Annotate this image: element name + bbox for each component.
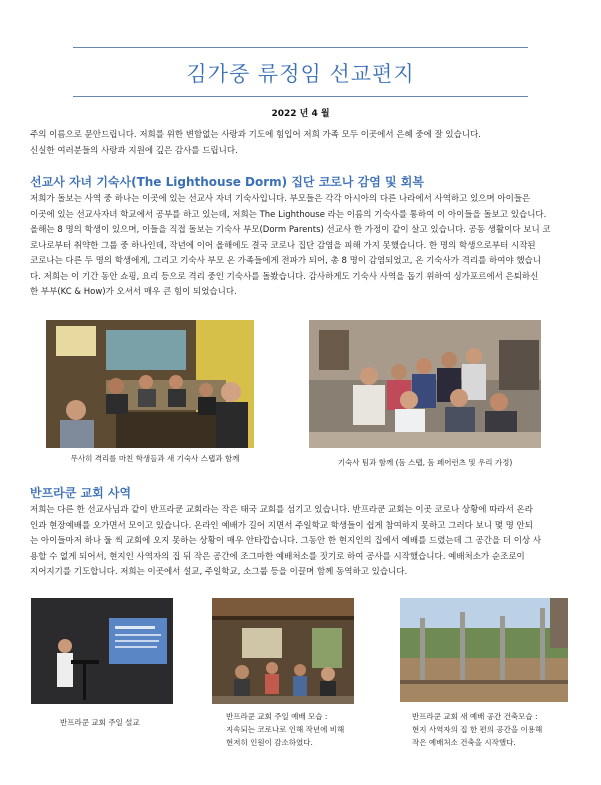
paragraph-line: 코로나는 다른 두 명의 학생에게, 그리고 기숙사 부모 온 가족들에게 전파가 되어, 총 8 명이 감염되었고, 온 기숙사가 격리를 하여야 했습니 xyxy=(30,256,541,266)
dorm-paragraph xyxy=(30,192,573,301)
page-title: 김가중 류정임 선교편지 xyxy=(186,62,415,86)
photo-caption: 반프라쿤 교회 주일 설교 xyxy=(60,718,140,727)
intro-line: 신실한 여러분들의 사랑과 지원에 깊은 감사를 드립니다. xyxy=(30,145,238,156)
photo-caption: 기숙사 팀과 함께 (돔 스탭, 돔 페어런츠 및 우리 가정) xyxy=(337,458,513,467)
construction-scene xyxy=(400,598,568,702)
photo-dorm-dinner xyxy=(46,320,254,448)
paragraph-line: 로나로부터 취약한 그룹 중 하나인데, 작년에 이어 올해에도 결국 코로나 집단 감염을 피해 가지 못했습니다. 한 명의 학생으로부터 시작된 xyxy=(30,240,536,251)
intro-paragraph xyxy=(30,128,573,159)
letter-date: 2022 년 4 월 xyxy=(271,109,330,119)
photo-caption-multi xyxy=(412,710,582,749)
photo-caption-multi xyxy=(226,710,386,749)
caption-line: 현저히 인원이 감소하였다. xyxy=(226,738,313,747)
team-scene xyxy=(309,320,541,448)
caption-line: 현지 사역자의 집 한 편의 공간을 이용해 xyxy=(412,725,543,734)
paragraph-line: 는 아이들마저 하나 둘 씩 교회에 오지 못하는 상황이 매우 안타깝습니다. 그동안 한 현지인의 집에서 예배를 드렸는데 그 공간을 더 이상 사 xyxy=(30,536,542,546)
photo-caption: 무사히 격리를 마친 학생들과 새 기숙사 스탭과 함께 xyxy=(70,454,240,463)
photo-worship xyxy=(212,598,354,704)
paragraph-line: 저희가 돌보는 사역 중 하나는 이곳에 있는 선교사 자녀 기숙사입니다. 부모들은 각각 아시아의 다른 나라에서 사역하고 있으며 아이들은 xyxy=(30,194,531,204)
caption-line: 반프라쿤 교회 주일 예배 모습 : xyxy=(226,712,328,721)
caption-line: 반프라쿤 교회 새 예배 공간 건축모습 : xyxy=(412,712,538,721)
church-paragraph xyxy=(30,503,573,581)
paragraph-line: 다. 저희는 이 기간 동안 쇼핑, 요리 등으로 격리 중인 기숙사를 돌봤습니다. 감사하게도 기숙사 사역을 돕기 위하여 싱가포르에서 은퇴하신 xyxy=(30,271,539,282)
caption-line: 지속되는 코로나로 인해 작년에 비해 xyxy=(226,725,345,734)
paragraph-line: 한 부부(KC & How)가 오셔서 매우 큰 힘이 되었습니다. xyxy=(30,287,237,297)
photo-construction xyxy=(400,598,568,702)
paragraph-line: 저희는 다른 한 선교사님과 같이 반프라쿤 교회라는 작은 태국 교회를 섬기고 있습니다. 반프라쿤 교회는 이곳 코로나 상황에 따라서 온라 xyxy=(30,505,533,515)
section-heading-dorm: 선교사 자녀 기숙사(The Lighthouse Dorm) 집단 코로나 감염 및 회복 xyxy=(30,175,424,189)
sermon-scene xyxy=(31,598,173,704)
paragraph-line: 지어지기를 기도합니다. 저희는 이곳에서 설교, 주일학교, 소그룹 등을 이끌며 함께 동역하고 있습니다. xyxy=(30,567,408,577)
paragraph-line: 이곳에 있는 선교사자녀 학교에서 공부를 하고 있는데, 저희는 The Lighthouse 라는 이름의 기숙사를 통하여 이 아이들을 돌보고 있습니다. xyxy=(30,209,547,220)
paragraph-line: 인과 현장예배를 오가면서 모이고 있습니다. 온라인 예배가 길어 지면서 주일학교 학생들이 쉽게 참여하지 못하고 그러다 보니 몇 명 안되 xyxy=(30,520,533,531)
photo-sermon xyxy=(31,598,173,704)
top-rule xyxy=(73,47,528,48)
worship-scene xyxy=(212,598,354,704)
section-heading-church: 반프라쿤 교회 사역 xyxy=(30,486,132,500)
intro-line: 주의 이름으로 문안드립니다. 저희를 위한 변함없는 사랑과 기도에 힘입어 저희 가족 모두 이곳에서 은혜 중에 잘 있습니다. xyxy=(30,130,481,140)
title-rule xyxy=(73,96,528,97)
caption-line: 작은 예배처소 건축을 시작했다. xyxy=(412,738,516,747)
dinner-scene xyxy=(46,320,254,448)
paragraph-line: 용할 수 없게 되어서, 현지인 사역자의 집 뒤 작은 공간에 조그마한 예배처소를 짓기로 하여 공사를 시작했습니다. 예배처소가 순조로이 xyxy=(30,551,525,562)
paragraph-line: 올해는 8 명의 학생이 있으며, 이들을 직접 돌보는 기숙사 부모(Dorm Parents) 선교사 한 가정이 같이 살고 있습니다. 공동 생활이다 보니 코 xyxy=(30,225,551,235)
photo-dorm-team xyxy=(309,320,541,448)
